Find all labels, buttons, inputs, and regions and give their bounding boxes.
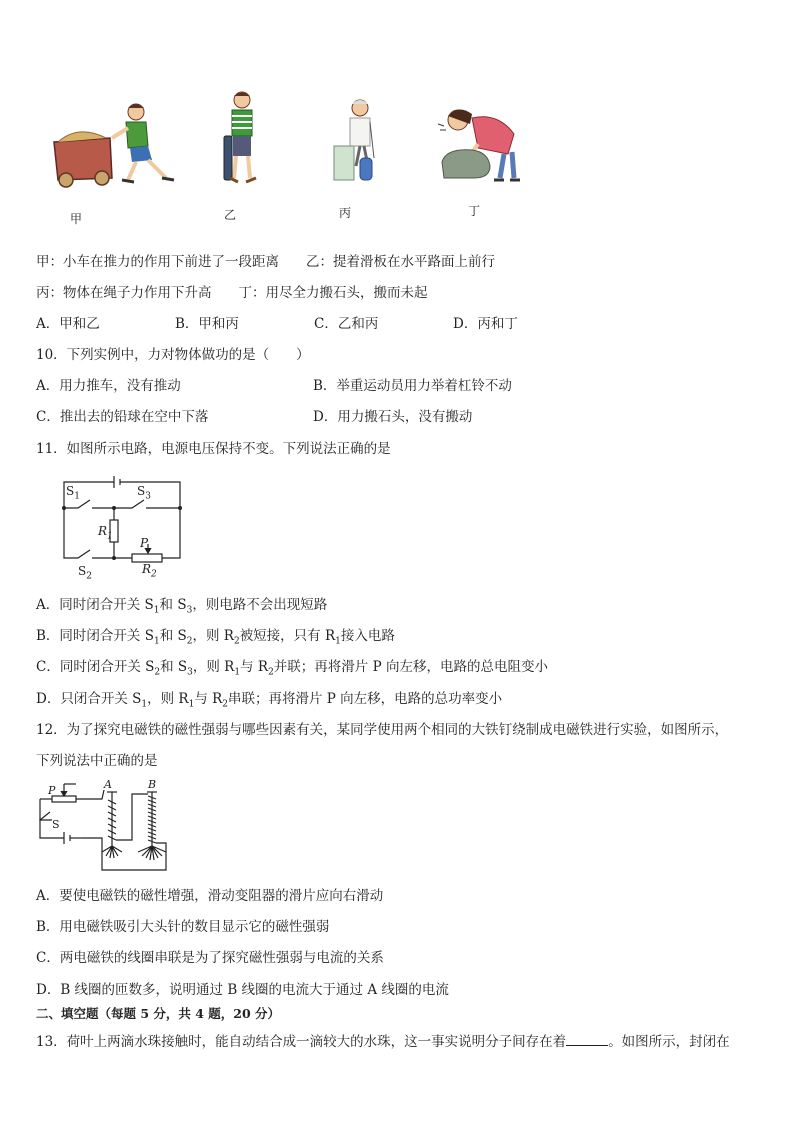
q9-description-1: 甲：小车在推力的作用下前进了一段距离 乙：提着滑板在水平路面上前行 — [36, 254, 495, 270]
q11-option-a: A．同时闭合开关 $S_1$和 $S_3$，则电路不会出现短路 — [36, 597, 328, 616]
q10-option-d: D．用力搬石头，没有搬动 — [313, 409, 473, 425]
q12-option-d: D．B 线圈的匝数多，说明通过 B 线圈的电流大于通过 A 线圈的电流 — [36, 982, 449, 998]
q9-option-c: C．乙和丙 — [314, 316, 379, 332]
caption-bing: 丙 — [339, 206, 352, 220]
q9-option-d: D．丙和丁 — [453, 316, 518, 332]
section-title-fill-in: 二、填空题（每题 5 分，共 4 题，20 分） — [36, 1006, 281, 1021]
q9-option-a: A．甲和乙 — [36, 316, 100, 332]
illustration-ding — [438, 104, 522, 188]
q12-label-s: S — [52, 818, 60, 831]
q13-answer-blank[interactable] — [566, 1033, 608, 1046]
q11-label-s3: $S_3$ — [137, 484, 151, 502]
q11-label-s1: $S_1$ — [66, 484, 80, 502]
q12-option-a: A．要使电磁铁的磁性增强，滑动变阻器的滑片应向右滑动 — [36, 888, 384, 904]
q12-option-b: B．用电磁铁吸引大头针的数目显示它的磁性强弱 — [36, 919, 330, 935]
q10-option-a: A．用力推车，没有推动 — [36, 378, 181, 394]
q11-stem: 11．如图所示电路，电源电压保持不变。下列说法正确的是 — [36, 441, 391, 457]
illustration-yi — [218, 90, 266, 190]
q11-label-p: P — [140, 536, 149, 550]
q11-label-r2: $R_2$ — [142, 562, 157, 580]
q12-stem-line-1: 12．为了探究电磁铁的磁性强弱与哪些因素有关，某同学使用两个相同的大铁钉绕制成电磁铁进行实验，如图所示， — [36, 722, 729, 738]
q10-option-c: C．推出去的铅球在空中下落 — [36, 409, 209, 425]
q12-option-c: C．两电磁铁的线圈串联是为了探究磁性强弱与电流的关系 — [36, 950, 384, 966]
q12-label-a: A — [104, 778, 112, 791]
q11-option-d: D．只闭合开关 $S_1$，则 $R_1$与 $R_2$串联；再将滑片 P 向左移，电路的总功率变小 — [36, 691, 503, 710]
q11-label-r1: $R_1$ — [98, 524, 113, 542]
illustration-jia — [48, 98, 183, 190]
q11-label-s2: $S_2$ — [78, 564, 92, 582]
q11-option-b: B．同时闭合开关 $S_1$和 $S_2$，则 $R_2$被短接，只有 $R_1$接入电路 — [36, 628, 395, 647]
q9-option-b: B．甲和丙 — [175, 316, 239, 332]
q10-stem: 10．下列实例中，力对物体做功的是（ ） — [36, 347, 310, 363]
caption-yi: 乙 — [224, 208, 237, 222]
caption-ding: 丁 — [468, 204, 481, 218]
q13-text: 13．荷叶上两滴水珠接触时，能自动结合成一滴较大的水珠，这一事实说明分子间存在着 。如图所示，封闭在 — [36, 1034, 730, 1050]
illustration-bing — [330, 96, 380, 184]
q12-label-p: P — [48, 784, 56, 797]
q10-option-b: B．举重运动员用力举着杠铃不动 — [313, 378, 512, 394]
caption-jia: 甲 — [70, 212, 83, 226]
q12-label-b: B — [148, 778, 157, 791]
q9-description-2: 丙：物体在绳子力作用下升高 丁：用尽全力搬石头，搬而未起 — [36, 285, 428, 301]
q11-option-c: C．同时闭合开关 $S_2$和 $S_3$，则 $R_1$与 $R_2$并联；再将滑片 P 向左移，电路的总电阻变小 — [36, 659, 548, 678]
q12-stem-line-2: 下列说法中正确的是 — [36, 753, 158, 769]
